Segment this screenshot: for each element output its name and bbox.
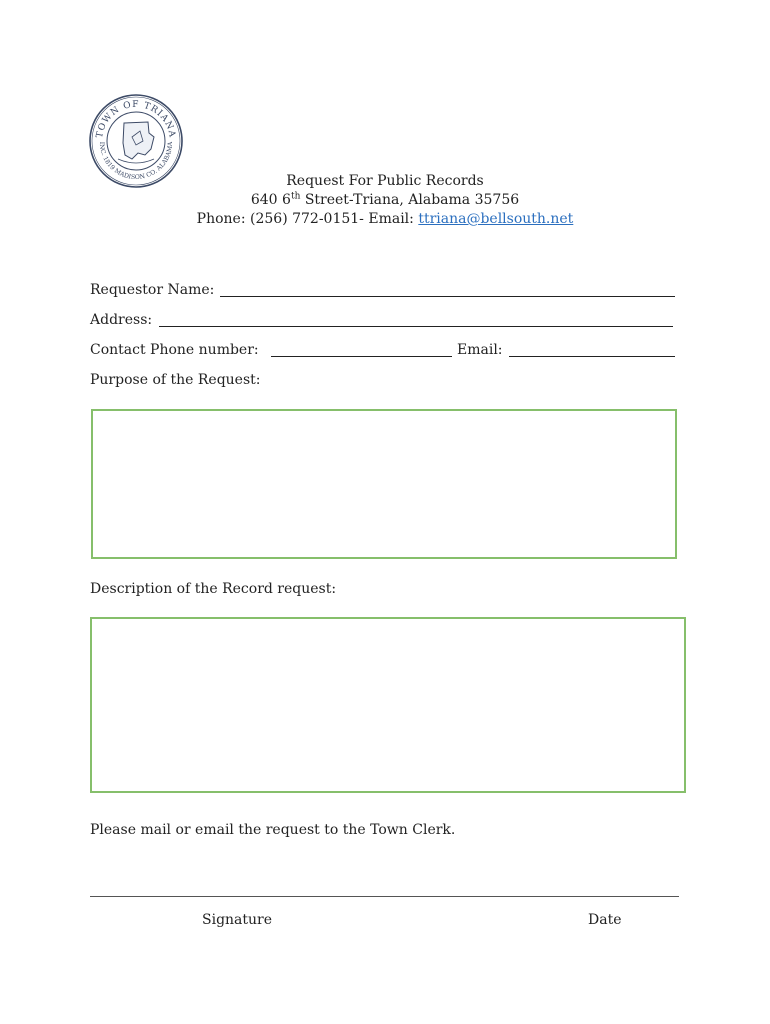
contact-line: Phone: (256) 772-0151- Email: ttriana@bellsouth.net (196, 211, 574, 227)
address-field[interactable] (159, 326, 673, 327)
town-address: 640 6th Street-Triana, Alabama 35756 (250, 191, 520, 208)
email-label: Email: (457, 342, 503, 358)
requestor-name-field[interactable] (220, 296, 675, 297)
purpose-label: Purpose of the Request: (90, 372, 261, 388)
form-title: Request For Public Records (286, 173, 484, 189)
description-label: Description of the Record request: (90, 581, 337, 597)
email-link[interactable]: ttriana@bellsouth.net (418, 211, 574, 227)
mail-instruction: Please mail or email the request to the Town Clerk. (90, 822, 456, 838)
signature-date-line[interactable] (90, 896, 679, 897)
email-field[interactable] (509, 356, 675, 357)
svg-text:INC. 1819 MADISON CO. ALABAMA: INC. 1819 MADISON CO. ALABAMA (97, 141, 175, 182)
purpose-textbox[interactable] (91, 409, 677, 559)
date-label: Date (588, 912, 622, 928)
svg-text:TOWN OF TRIANA: TOWN OF TRIANA (95, 99, 177, 139)
contact-phone-label: Contact Phone number: (90, 342, 259, 358)
signature-label: Signature (202, 912, 273, 928)
contact-phone-field[interactable] (271, 356, 452, 357)
requestor-name-label: Requestor Name: (90, 282, 215, 298)
description-textbox[interactable] (90, 617, 686, 793)
address-label: Address: (90, 312, 153, 328)
